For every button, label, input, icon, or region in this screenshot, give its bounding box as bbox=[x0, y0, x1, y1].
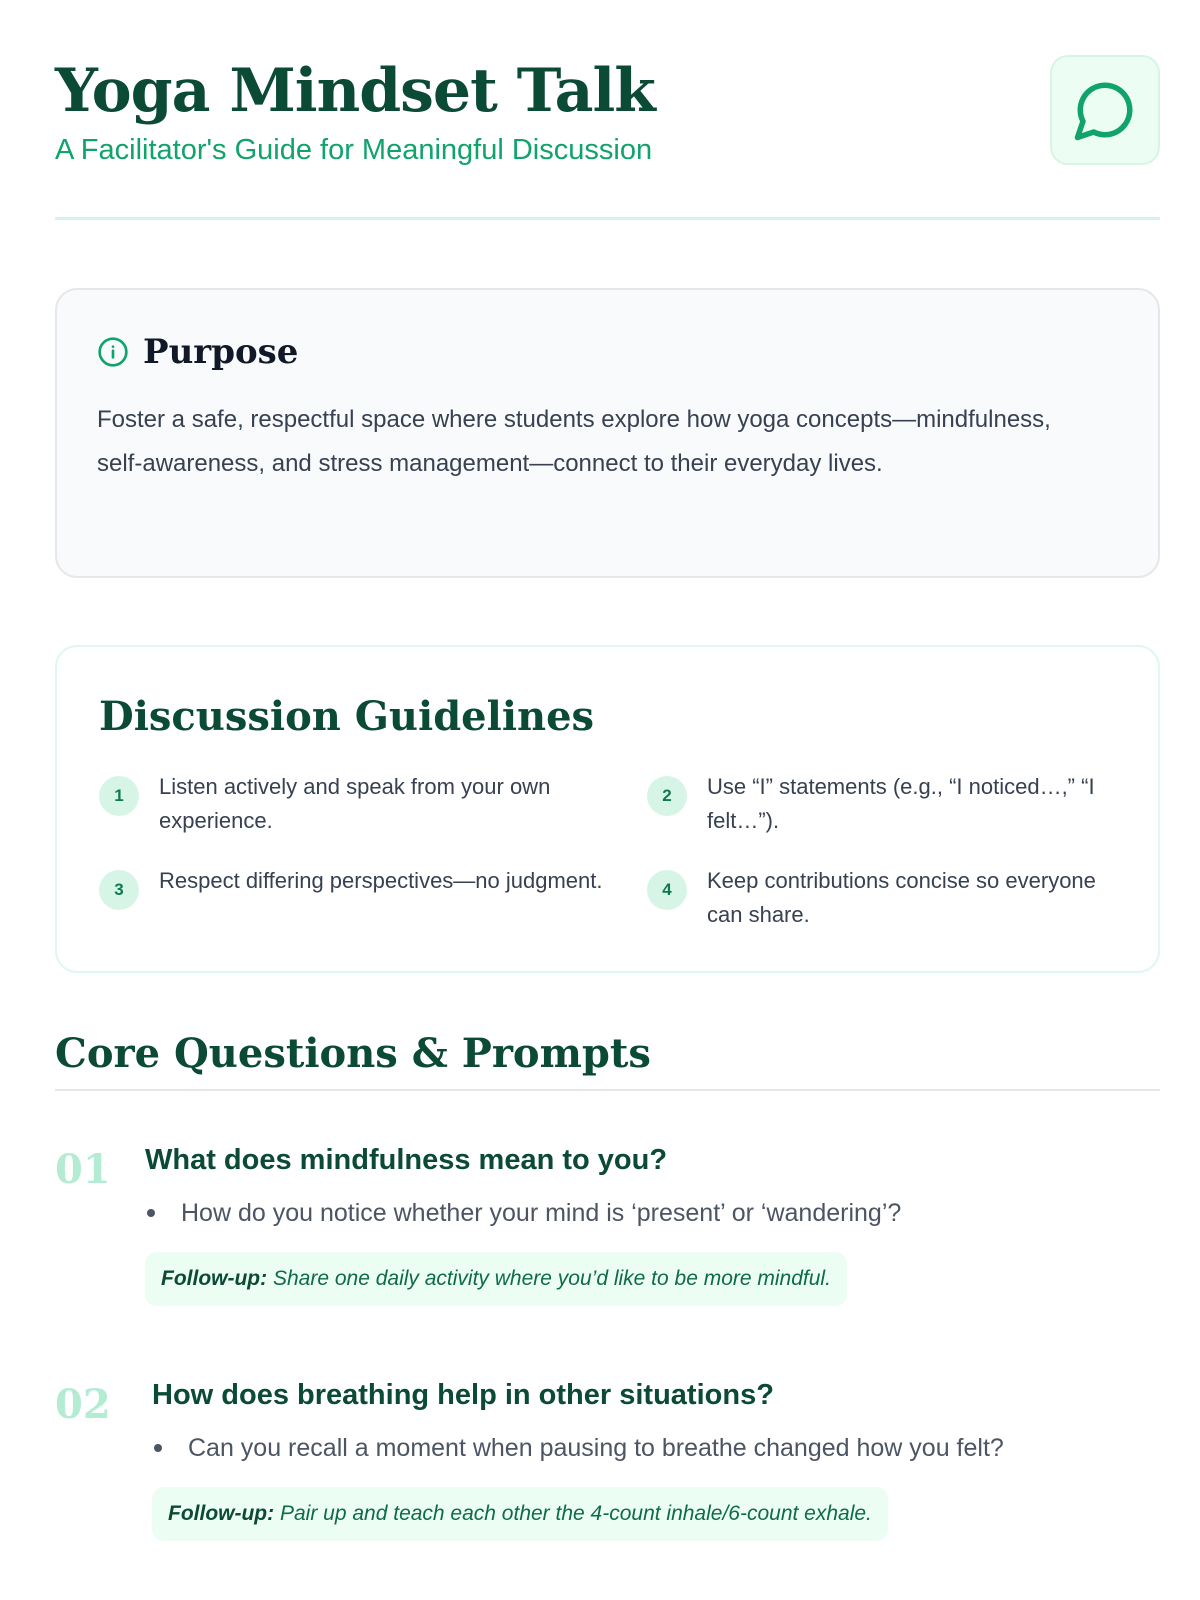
core-questions-title: Core Questions & Prompts bbox=[55, 1030, 1160, 1091]
follow-up-label: Follow-up: bbox=[161, 1267, 268, 1290]
purpose-card bbox=[55, 288, 1160, 578]
guideline-item bbox=[99, 770, 621, 838]
header bbox=[55, 55, 1160, 220]
guideline-text: Use “I” statements (e.g., “I noticed…,” “I felt…”). bbox=[707, 774, 1095, 833]
question-body bbox=[152, 1375, 1004, 1541]
purpose-text: Foster a safe, respectful space where students explore how yoga concepts—mindfulness, self-awareness, and stress management—connect to their everyday lives. bbox=[97, 406, 1051, 477]
purpose-title: Purpose bbox=[143, 332, 299, 372]
guidelines-card bbox=[55, 645, 1160, 973]
guidelines-list bbox=[99, 770, 1116, 932]
guideline-item bbox=[99, 864, 621, 932]
prompt-text: Can you recall a moment when pausing to breathe changed how you felt? bbox=[188, 1434, 1004, 1462]
guideline-item bbox=[647, 770, 1127, 838]
question-prompt bbox=[145, 1194, 901, 1232]
guideline-text: Respect differing perspectives—no judgment. bbox=[159, 868, 603, 893]
page-title: Yoga Mindset Talk bbox=[55, 56, 655, 126]
chat-badge bbox=[1050, 55, 1160, 165]
question-number: 02 bbox=[55, 1381, 111, 1428]
info-icon bbox=[97, 336, 129, 368]
guideline-number: 1 bbox=[99, 776, 139, 816]
purpose-header bbox=[97, 332, 1118, 372]
follow-up-box bbox=[145, 1252, 847, 1306]
follow-up-box bbox=[152, 1487, 888, 1541]
chat-bubble-icon bbox=[1072, 77, 1138, 143]
page-subtitle: A Facilitator's Guide for Meaningful Discussion bbox=[55, 134, 653, 166]
bullet-dot bbox=[154, 1444, 162, 1452]
question-title: What does mindfulness mean to you? bbox=[145, 1144, 668, 1176]
bullet-dot bbox=[147, 1209, 155, 1217]
follow-up-text: Share one daily activity where you’d like to be more mindful. bbox=[272, 1267, 831, 1290]
question-body bbox=[145, 1140, 901, 1306]
guideline-number: 2 bbox=[647, 776, 687, 816]
question-title: How does breathing help in other situations? bbox=[152, 1379, 774, 1411]
question-number: 01 bbox=[55, 1146, 111, 1193]
prompt-text: How do you notice whether your mind is ‘present’ or ‘wandering’? bbox=[181, 1199, 902, 1227]
guideline-item bbox=[647, 864, 1127, 932]
guideline-number: 3 bbox=[99, 870, 139, 910]
follow-up-label: Follow-up: bbox=[168, 1502, 275, 1525]
follow-up-text: Pair up and teach each other the 4-count inhale/6-count exhale. bbox=[279, 1502, 872, 1525]
question-prompt bbox=[152, 1429, 1004, 1467]
guidelines-title: Discussion Guidelines bbox=[99, 693, 595, 740]
guideline-number: 4 bbox=[647, 870, 687, 910]
guideline-text: Keep contributions concise so everyone can share. bbox=[707, 868, 1096, 927]
guideline-text: Listen actively and speak from your own experience. bbox=[159, 774, 551, 833]
